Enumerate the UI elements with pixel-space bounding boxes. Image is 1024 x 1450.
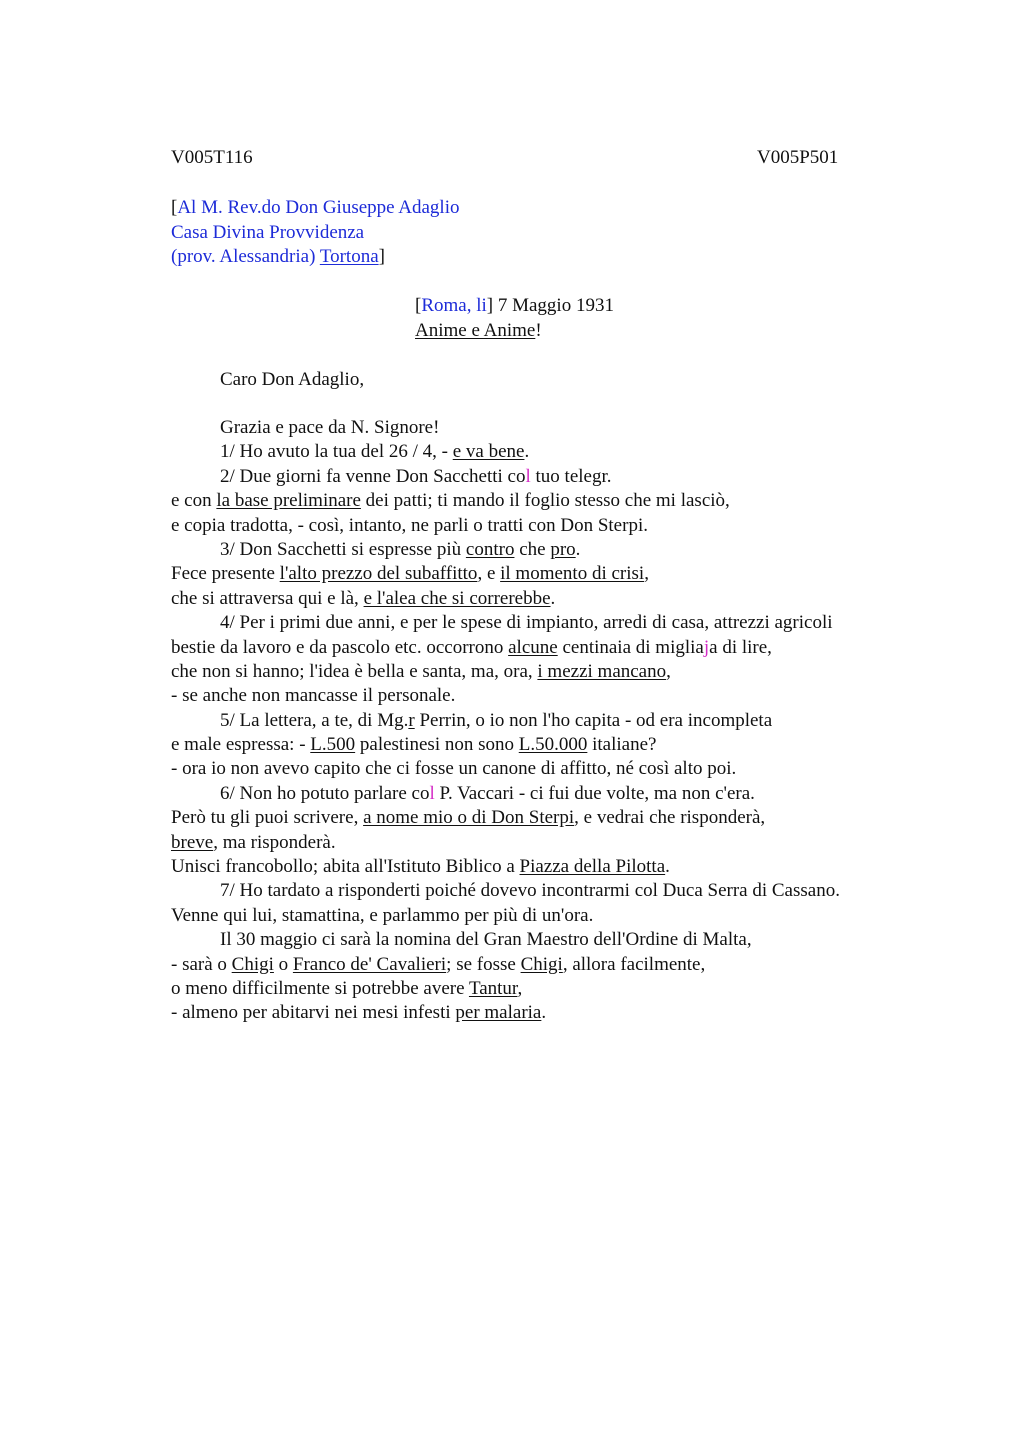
body-line: [171, 538, 991, 562]
recipient-address: [171, 196, 460, 270]
text-span: centinaia di miglia: [557, 636, 704, 658]
underlined-text: Piazza della Pilotta: [519, 856, 666, 878]
underlined-text: Chigi: [231, 953, 274, 975]
text-span: Fece presente: [171, 563, 280, 585]
salutation: Caro Don Adaglio,: [220, 369, 365, 390]
body-line: [171, 465, 991, 489]
text-span: o: [273, 953, 293, 975]
underlined-text: Chigi: [520, 953, 563, 975]
body-line: [171, 660, 991, 684]
underlined-text: e va bene: [452, 441, 525, 463]
body-line: [171, 831, 991, 855]
text-span: P. Vaccari - ci fui due volte, ma non c'era.: [434, 782, 755, 804]
body-line: [171, 636, 991, 660]
bracket: [: [171, 197, 178, 218]
date-line: [415, 294, 614, 319]
text-span: - sarà o: [171, 953, 232, 975]
body-line: [171, 1001, 991, 1025]
body-line: - se anche non mancasse il personale.: [171, 685, 456, 707]
date-block: [415, 294, 614, 343]
address-line-1: [171, 196, 460, 221]
document-code-left: V005T116: [171, 147, 253, 168]
bracket: [: [415, 295, 422, 316]
correction-mark: l: [429, 782, 435, 804]
body-line: [171, 953, 991, 977]
text-span: palestinesi non sono: [355, 734, 519, 756]
body-line: 7/ Ho tardato a risponderti poiché dovevo incontrarmi col Duca Serra di Cassano.: [220, 880, 840, 902]
document-code-right: V005P501: [757, 147, 839, 168]
text-span: bestie da lavoro e da pascolo etc. occorrono: [171, 636, 509, 658]
body-line: [171, 733, 991, 757]
body-line: [171, 855, 991, 879]
body-line: e copia tradotta, - così, intanto, ne parli o tratti con Don Sterpi.: [171, 514, 648, 536]
date-place: Roma, li: [421, 295, 487, 316]
text-span: dei patti; ti mando il foglio stesso che mi lasciò,: [360, 490, 730, 512]
address-line-3: [171, 245, 460, 270]
underlined-text: r: [408, 709, 415, 731]
body-line: [171, 977, 991, 1001]
motto-line: [415, 319, 614, 344]
text-span: , allora facilmente,: [562, 953, 706, 975]
body-line: - ora io non avevo capito che ci fosse un canone di affitto, né così alto poi.: [171, 758, 737, 780]
motto: Anime e Anime: [415, 319, 536, 341]
text-span: e male espressa: -: [171, 734, 311, 756]
text-span: - almeno per abitarvi nei mesi infesti: [171, 1002, 456, 1024]
text-span: ,: [666, 660, 671, 682]
address-city: Tortona: [319, 246, 379, 267]
text-span: Però tu gli puoi scrivere,: [171, 807, 364, 829]
underlined-text: l'alto prezzo del subaffitto: [279, 563, 478, 585]
text-span: , e: [477, 563, 501, 585]
correction-mark: j: [703, 636, 710, 658]
text-span: , ma risponderà.: [213, 831, 336, 853]
underlined-text: la base preliminare: [216, 490, 361, 512]
text-span: .: [550, 587, 556, 609]
body-line: [171, 709, 991, 733]
text-span: tuo telegr.: [530, 465, 612, 487]
body-line: [171, 489, 991, 513]
underlined-text: breve: [171, 831, 214, 853]
underlined-text: Tantur: [468, 977, 518, 999]
body-line: Venne qui lui, stamattina, e parlammo per più di un'ora.: [171, 904, 594, 926]
text-span: che: [514, 538, 551, 560]
body-line: Il 30 maggio ci sarà la nomina del Gran Maestro dell'Ordine di Malta,: [220, 929, 752, 951]
motto-punct: !: [535, 319, 542, 341]
correction-mark: l: [525, 465, 531, 487]
text-span: 5/ La lettera, a te, di Mg.: [220, 709, 409, 731]
text-span: .: [524, 441, 530, 463]
address-line-2: Casa Divina Provvidenza: [171, 221, 365, 243]
body-line: [171, 782, 991, 806]
date-value: ] 7 Maggio 1931: [486, 295, 614, 316]
text-span: 6/ Non ho potuto parlare co: [220, 782, 430, 804]
text-span: italiane?: [587, 734, 657, 756]
text-span: 2/ Due giorni fa venne Don Sacchetti co: [220, 465, 526, 487]
text-span: a di lire,: [709, 636, 772, 658]
underlined-text: Franco de' Cavalieri: [292, 953, 447, 975]
text-span: .: [541, 1002, 547, 1024]
body-line: [171, 587, 991, 611]
underlined-text: per malaria: [455, 1002, 542, 1024]
address-recipient-name: Al M. Rev.do Don Giuseppe Adaglio: [177, 197, 460, 218]
underlined-text: L.50.000: [518, 734, 588, 756]
text-span: e con: [171, 490, 217, 512]
address-province: (prov. Alessandria): [171, 246, 320, 267]
text-span: , e vedrai che risponderà,: [574, 807, 766, 829]
underlined-text: pro: [550, 538, 576, 560]
bracket: ]: [378, 246, 385, 267]
text-span: .: [665, 856, 670, 878]
text-span: o meno difficilmente si potrebbe avere: [171, 977, 469, 999]
body-line: Grazia e pace da N. Signore!: [220, 417, 440, 438]
underlined-text: a nome mio o di Don Sterpi: [363, 807, 575, 829]
text-span: Unisci francobollo; abita all'Istituto Biblico a: [171, 856, 520, 878]
underlined-text: L.500: [310, 734, 356, 756]
text-span: Perrin, o io non l'ho capita - od era incompleta: [414, 709, 773, 731]
text-span: .: [575, 538, 581, 560]
underlined-text: contro: [465, 538, 515, 560]
text-span: ,: [644, 563, 649, 585]
text-span: 3/ Don Sacchetti si espresse più: [220, 538, 466, 560]
body-line: [171, 562, 991, 586]
text-span: che si attraversa qui e là,: [171, 587, 364, 609]
text-span: 1/ Ho avuto la tua del 26 / 4, -: [220, 441, 453, 463]
text-span: che non si hanno; l'idea è bella e santa, ma, ora,: [171, 660, 538, 682]
underlined-text: i mezzi mancano: [537, 660, 667, 682]
text-span: ; se fosse: [446, 953, 521, 975]
body-line: 4/ Per i primi due anni, e per le spese di impianto, arredi di casa, attrezzi agricoli: [220, 612, 833, 634]
letter-body: [171, 416, 991, 1026]
text-span: ,: [517, 977, 523, 999]
underlined-text: il momento di crisi: [500, 563, 645, 585]
body-line: [171, 806, 991, 830]
body-line: [171, 440, 991, 464]
underlined-text: e l'alea che si correrebbe: [363, 587, 551, 609]
underlined-text: alcune: [508, 636, 558, 658]
